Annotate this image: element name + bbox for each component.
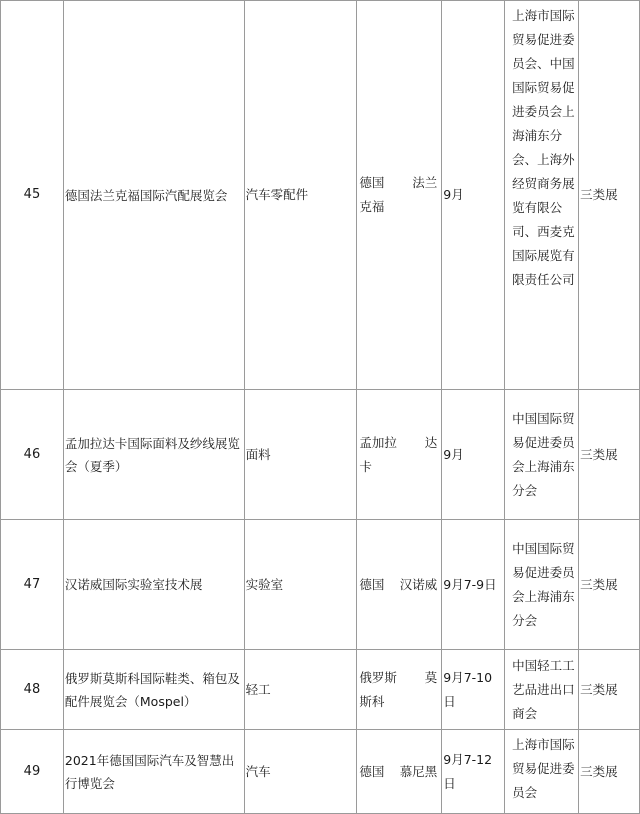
organizer: 中国国际贸易促进委员会上海浦东分会	[505, 390, 579, 520]
table-row	[1, 520, 640, 650]
location-country: 孟加拉	[359, 434, 397, 450]
location-city: 慕尼黑	[399, 763, 438, 779]
exhibition-date: 9月	[442, 390, 505, 520]
location-city: 达	[424, 434, 438, 450]
exhibit-category: 面料	[244, 390, 357, 520]
exhibition-date: 9月	[442, 1, 505, 390]
exhibition-class: 三类展	[579, 520, 640, 650]
exhibit-category: 实验室	[244, 520, 357, 650]
row-number: 46	[1, 390, 64, 520]
exhibition-name: 2021年德国国际汽车及智慧出行博览会	[63, 730, 244, 814]
exhibition-name: 孟加拉达卡国际面料及纱线展览会（夏季）	[63, 390, 244, 520]
location	[357, 390, 442, 520]
row-number: 45	[1, 1, 64, 390]
exhibition-class: 三类展	[579, 1, 640, 390]
location-city-cont: 卡	[359, 458, 372, 474]
row-number: 48	[1, 650, 64, 730]
location	[357, 1, 442, 390]
organizer: 中国轻工工艺品进出口商会	[505, 650, 579, 730]
table-row	[1, 390, 640, 520]
location	[357, 520, 442, 650]
exhibition-class: 三类展	[579, 650, 640, 730]
location-country: 德国	[359, 175, 385, 190]
table-row	[1, 650, 640, 730]
exhibit-category: 轻工	[244, 650, 357, 730]
location-country: 俄罗斯	[359, 669, 397, 685]
location-country: 德国	[359, 576, 385, 592]
organizer: 上海市国际贸易促进委员会、中国国际贸易促进委员会上海浦东分会、上海外经贸商务展览有限公司、西麦克国际展览有限责任公司	[505, 1, 579, 390]
exhibition-date: 9月7-12日	[442, 730, 505, 814]
organizer: 上海市国际贸易促进委员会	[505, 730, 579, 814]
exhibition-class: 三类展	[579, 390, 640, 520]
table-row	[1, 730, 640, 814]
row-number: 49	[1, 730, 64, 814]
exhibition-date: 9月7-9日	[442, 520, 505, 650]
location	[357, 650, 442, 730]
row-number: 47	[1, 520, 64, 650]
location	[357, 730, 442, 814]
exhibition-name: 德国法兰克福国际汽配展览会	[63, 1, 244, 390]
exhibit-category: 汽车	[244, 730, 357, 814]
exhibition-name: 汉诺威国际实验室技术展	[63, 520, 244, 650]
location-city: 汉诺威	[399, 576, 438, 592]
exhibit-category: 汽车零配件	[244, 1, 357, 390]
location-country: 德国	[359, 763, 385, 779]
location-city-cont: 斯科	[359, 693, 385, 709]
location-city: 莫	[424, 669, 438, 685]
exhibition-name: 俄罗斯莫斯科国际鞋类、箱包及配件展览会（Mospel）	[63, 650, 244, 730]
exhibition-date: 9月7-10日	[442, 650, 505, 730]
table-row	[1, 1, 640, 390]
organizer: 中国国际贸易促进委员会上海浦东分会	[505, 520, 579, 650]
location-city: 法兰	[412, 175, 438, 190]
exhibition-class: 三类展	[579, 730, 640, 814]
location-city-cont: 克福	[359, 199, 385, 214]
